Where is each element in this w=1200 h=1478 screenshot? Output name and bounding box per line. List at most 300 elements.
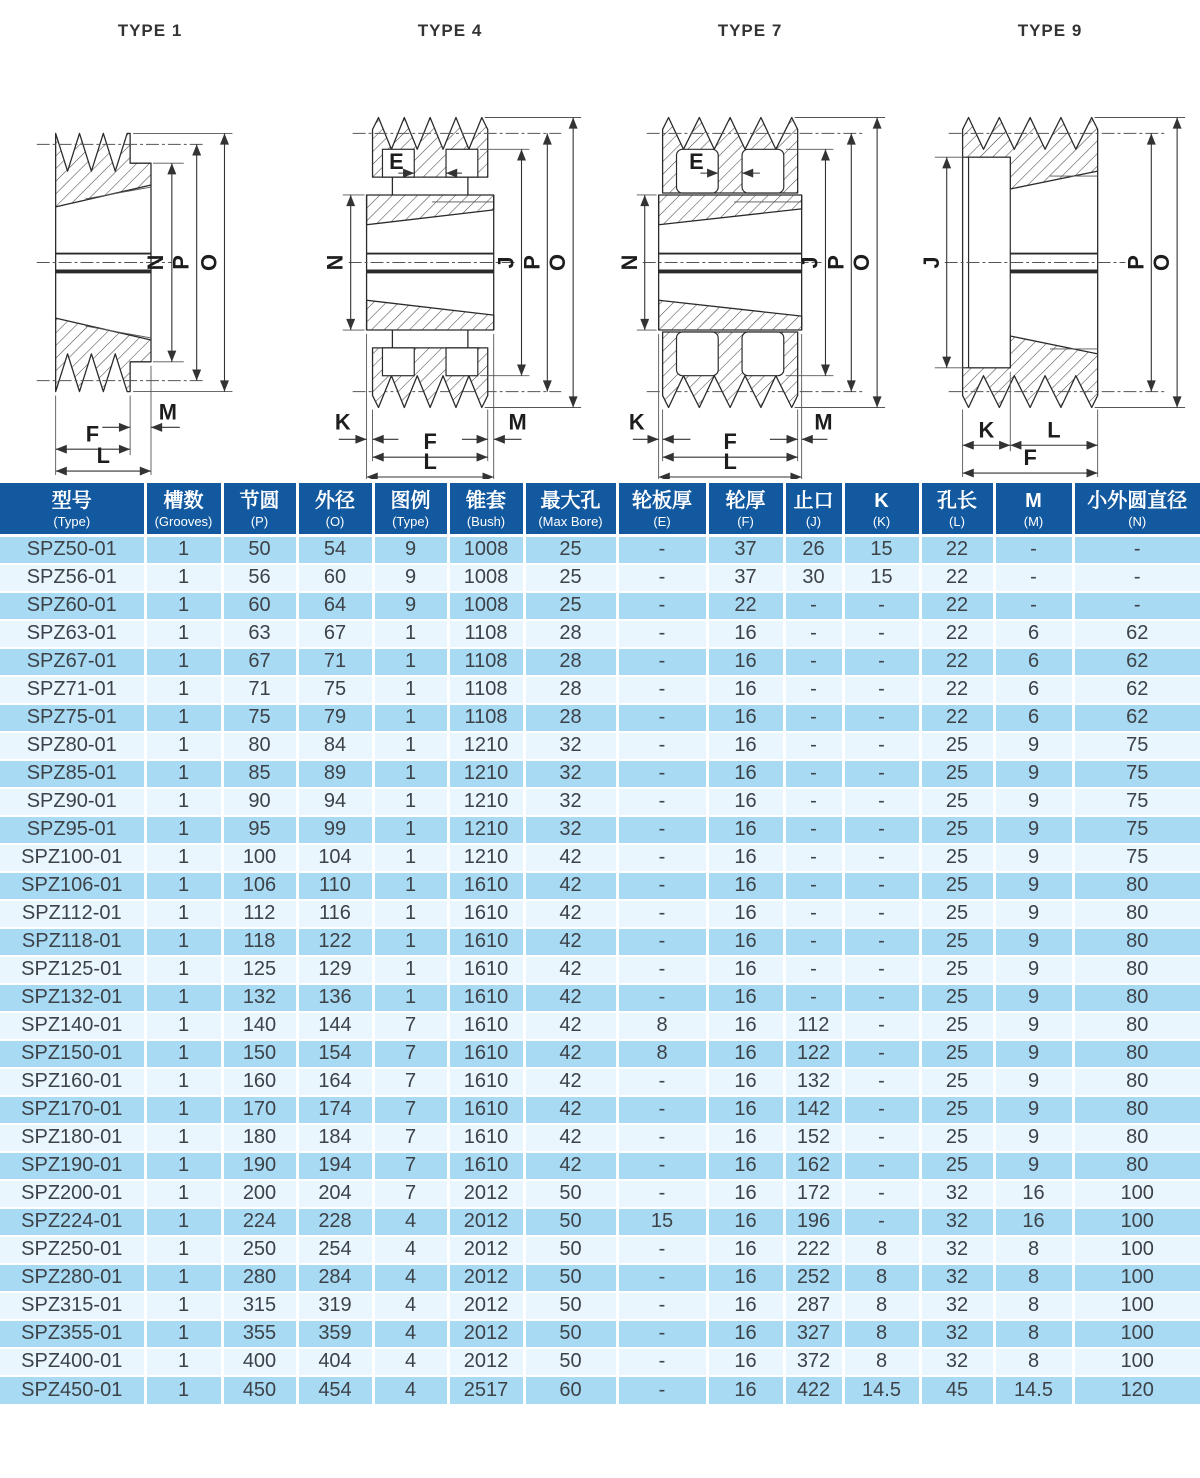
value-cell: 42 xyxy=(524,956,617,984)
value-cell: 2012 xyxy=(448,1320,524,1348)
value-cell: 37 xyxy=(707,536,784,564)
column-header-12: M (M) xyxy=(994,483,1073,536)
value-cell: - xyxy=(1073,536,1200,564)
value-cell: - xyxy=(843,956,920,984)
value-cell: 32 xyxy=(920,1292,994,1320)
table-row-SPZ125-01 xyxy=(0,956,1200,984)
value-cell: 22 xyxy=(920,592,994,620)
value-cell: - xyxy=(784,704,843,732)
value-cell: 16 xyxy=(707,1264,784,1292)
value-cell: 1610 xyxy=(448,1040,524,1068)
value-cell: 80 xyxy=(1073,1040,1200,1068)
value-cell: - xyxy=(617,956,707,984)
value-cell: 16 xyxy=(707,1292,784,1320)
value-cell: 56 xyxy=(222,564,297,592)
dim-label-l: L xyxy=(723,449,737,475)
value-cell: 284 xyxy=(297,1264,373,1292)
value-cell: 1 xyxy=(145,872,222,900)
table-row-SPZ85-01 xyxy=(0,760,1200,788)
value-cell: 16 xyxy=(707,900,784,928)
model-cell: SPZ200-01 xyxy=(0,1180,145,1208)
value-cell: 7 xyxy=(373,1152,448,1180)
value-cell: 116 xyxy=(297,900,373,928)
pulley-drawing-type-1 xyxy=(0,46,300,479)
value-cell: 80 xyxy=(1073,984,1200,1012)
value-cell: 80 xyxy=(1073,928,1200,956)
model-cell: SPZ250-01 xyxy=(0,1236,145,1264)
column-header-8: 轮厚 (F) xyxy=(707,483,784,536)
value-cell: - xyxy=(843,928,920,956)
table-row-SPZ56-01 xyxy=(0,564,1200,592)
value-cell: 22 xyxy=(707,592,784,620)
dim-label-k: K xyxy=(334,409,351,435)
value-cell: 16 xyxy=(707,1040,784,1068)
value-cell: 63 xyxy=(222,620,297,648)
value-cell: 50 xyxy=(524,1208,617,1236)
value-cell: 99 xyxy=(297,816,373,844)
value-cell: 125 xyxy=(222,956,297,984)
table-row-SPZ95-01 xyxy=(0,816,1200,844)
value-cell: 95 xyxy=(222,816,297,844)
value-cell: 15 xyxy=(617,1208,707,1236)
value-cell: 8 xyxy=(843,1236,920,1264)
value-cell: 8 xyxy=(843,1264,920,1292)
value-cell: 100 xyxy=(1073,1348,1200,1376)
value-cell: - xyxy=(784,760,843,788)
value-cell: 1 xyxy=(373,760,448,788)
table-row-SPZ140-01 xyxy=(0,1012,1200,1040)
value-cell: 1 xyxy=(373,928,448,956)
dim-label-f: F xyxy=(1023,445,1037,471)
value-cell: 9 xyxy=(373,564,448,592)
model-cell: SPZ80-01 xyxy=(0,732,145,760)
value-cell: 16 xyxy=(707,648,784,676)
model-cell: SPZ75-01 xyxy=(0,704,145,732)
column-header-13: 小外圆直径 (N) xyxy=(1073,483,1200,536)
value-cell: 404 xyxy=(297,1348,373,1376)
value-cell: 422 xyxy=(784,1376,843,1404)
value-cell: 1108 xyxy=(448,676,524,704)
value-cell: 80 xyxy=(1073,900,1200,928)
value-cell: 1610 xyxy=(448,1124,524,1152)
value-cell: 42 xyxy=(524,1152,617,1180)
value-cell: 50 xyxy=(524,1348,617,1376)
value-cell: - xyxy=(843,816,920,844)
value-cell: 1210 xyxy=(448,760,524,788)
value-cell: 42 xyxy=(524,872,617,900)
value-cell: - xyxy=(784,900,843,928)
dim-label-o: O xyxy=(849,254,875,271)
value-cell: 2012 xyxy=(448,1292,524,1320)
value-cell: 42 xyxy=(524,900,617,928)
value-cell: - xyxy=(784,676,843,704)
column-header-4: 图例 (Type) xyxy=(373,483,448,536)
value-cell: 100 xyxy=(1073,1180,1200,1208)
value-cell: 1 xyxy=(145,676,222,704)
value-cell: 1 xyxy=(145,984,222,1012)
value-cell: 4 xyxy=(373,1348,448,1376)
value-cell: - xyxy=(617,816,707,844)
value-cell: - xyxy=(617,564,707,592)
value-cell: 64 xyxy=(297,592,373,620)
value-cell: 30 xyxy=(784,564,843,592)
value-cell: - xyxy=(843,620,920,648)
value-cell: 1 xyxy=(145,564,222,592)
value-cell: 16 xyxy=(707,676,784,704)
value-cell: 1610 xyxy=(448,1012,524,1040)
value-cell: 1 xyxy=(145,1012,222,1040)
table-row-SPZ224-01 xyxy=(0,1208,1200,1236)
model-cell: SPZ224-01 xyxy=(0,1208,145,1236)
value-cell: 28 xyxy=(524,620,617,648)
value-cell: 122 xyxy=(784,1040,843,1068)
model-cell: SPZ112-01 xyxy=(0,900,145,928)
value-cell: 22 xyxy=(920,704,994,732)
value-cell: 2012 xyxy=(448,1348,524,1376)
value-cell: 16 xyxy=(707,1208,784,1236)
value-cell: 75 xyxy=(297,676,373,704)
dim-label-j: J xyxy=(493,256,519,269)
value-cell: 50 xyxy=(524,1264,617,1292)
value-cell: 71 xyxy=(297,648,373,676)
model-cell: SPZ150-01 xyxy=(0,1040,145,1068)
value-cell: 7 xyxy=(373,1068,448,1096)
model-cell: SPZ190-01 xyxy=(0,1152,145,1180)
model-cell: SPZ67-01 xyxy=(0,648,145,676)
value-cell: - xyxy=(843,592,920,620)
value-cell: 100 xyxy=(1073,1264,1200,1292)
dim-label-p: P xyxy=(168,255,194,270)
value-cell: 254 xyxy=(297,1236,373,1264)
value-cell: 9 xyxy=(373,592,448,620)
value-cell: 1 xyxy=(373,900,448,928)
value-cell: 25 xyxy=(920,1012,994,1040)
value-cell: 16 xyxy=(707,1096,784,1124)
value-cell: 32 xyxy=(920,1180,994,1208)
value-cell: 144 xyxy=(297,1012,373,1040)
value-cell: - xyxy=(617,928,707,956)
column-header-1: 槽数 (Grooves) xyxy=(145,483,222,536)
value-cell: 62 xyxy=(1073,676,1200,704)
value-cell: 100 xyxy=(1073,1236,1200,1264)
value-cell: 2012 xyxy=(448,1180,524,1208)
value-cell: 172 xyxy=(784,1180,843,1208)
value-cell: 80 xyxy=(1073,956,1200,984)
value-cell: 25 xyxy=(920,900,994,928)
value-cell: - xyxy=(784,872,843,900)
value-cell: 16 xyxy=(707,620,784,648)
value-cell: 90 xyxy=(222,788,297,816)
table-row-SPZ60-01 xyxy=(0,592,1200,620)
value-cell: 14.5 xyxy=(994,1376,1073,1404)
value-cell: 15 xyxy=(843,564,920,592)
value-cell: 7 xyxy=(373,1012,448,1040)
value-cell: 142 xyxy=(784,1096,843,1124)
value-cell: - xyxy=(843,1208,920,1236)
value-cell: 1610 xyxy=(448,928,524,956)
value-cell: 16 xyxy=(707,872,784,900)
value-cell: 54 xyxy=(297,536,373,564)
value-cell: 25 xyxy=(920,928,994,956)
value-cell: - xyxy=(617,872,707,900)
table-row-SPZ71-01 xyxy=(0,676,1200,704)
value-cell: 7 xyxy=(373,1040,448,1068)
value-cell: 8 xyxy=(843,1292,920,1320)
value-cell: - xyxy=(843,1096,920,1124)
column-header-9: 止口 (J) xyxy=(784,483,843,536)
value-cell: 280 xyxy=(222,1264,297,1292)
value-cell: 1210 xyxy=(448,844,524,872)
value-cell: 16 xyxy=(707,844,784,872)
value-cell: - xyxy=(784,788,843,816)
value-cell: - xyxy=(617,676,707,704)
value-cell: 1 xyxy=(373,984,448,1012)
value-cell: 6 xyxy=(994,620,1073,648)
diagram-strip xyxy=(0,0,1200,483)
value-cell: 22 xyxy=(920,564,994,592)
dim-label-m: M xyxy=(508,409,527,435)
value-cell: - xyxy=(617,900,707,928)
dim-label-m: M xyxy=(158,399,177,425)
table-row-SPZ180-01 xyxy=(0,1124,1200,1152)
table-row-SPZ63-01 xyxy=(0,620,1200,648)
value-cell: 16 xyxy=(707,956,784,984)
value-cell: 1 xyxy=(145,592,222,620)
value-cell: 250 xyxy=(222,1236,297,1264)
column-header-10: K (K) xyxy=(843,483,920,536)
dim-label-l: L xyxy=(96,443,110,469)
value-cell: 4 xyxy=(373,1264,448,1292)
diagram-type-9 xyxy=(900,16,1200,483)
value-cell: 85 xyxy=(222,760,297,788)
model-cell: SPZ63-01 xyxy=(0,620,145,648)
value-cell: 32 xyxy=(920,1208,994,1236)
value-cell: 75 xyxy=(222,704,297,732)
value-cell: - xyxy=(843,788,920,816)
table-row-SPZ50-01 xyxy=(0,536,1200,564)
value-cell: 42 xyxy=(524,1068,617,1096)
value-cell: - xyxy=(784,732,843,760)
value-cell: 1 xyxy=(145,1264,222,1292)
dim-label-k: K xyxy=(978,417,995,443)
value-cell: 9 xyxy=(994,1124,1073,1152)
value-cell: 1610 xyxy=(448,1096,524,1124)
value-cell: 7 xyxy=(373,1124,448,1152)
value-cell: 16 xyxy=(994,1208,1073,1236)
value-cell: 4 xyxy=(373,1376,448,1404)
value-cell: 25 xyxy=(524,536,617,564)
pulley-drawing-type-4 xyxy=(300,46,600,479)
value-cell: 42 xyxy=(524,844,617,872)
value-cell: 154 xyxy=(297,1040,373,1068)
value-cell: 1 xyxy=(373,844,448,872)
table-row-SPZ250-01 xyxy=(0,1236,1200,1264)
value-cell: 150 xyxy=(222,1040,297,1068)
value-cell: - xyxy=(843,1152,920,1180)
value-cell: 106 xyxy=(222,872,297,900)
value-cell: 32 xyxy=(524,816,617,844)
table-row-SPZ100-01 xyxy=(0,844,1200,872)
value-cell: 22 xyxy=(920,648,994,676)
value-cell: 1 xyxy=(145,844,222,872)
model-cell: SPZ132-01 xyxy=(0,984,145,1012)
value-cell: 287 xyxy=(784,1292,843,1320)
value-cell: 16 xyxy=(707,1348,784,1376)
value-cell: 25 xyxy=(920,1068,994,1096)
model-cell: SPZ90-01 xyxy=(0,788,145,816)
value-cell: 1108 xyxy=(448,620,524,648)
value-cell: 180 xyxy=(222,1124,297,1152)
value-cell: 1 xyxy=(145,1124,222,1152)
table-row-SPZ355-01 xyxy=(0,1320,1200,1348)
spec-table xyxy=(0,483,1200,1404)
value-cell: 25 xyxy=(920,788,994,816)
value-cell: 80 xyxy=(1073,1124,1200,1152)
value-cell: 2012 xyxy=(448,1236,524,1264)
value-cell: 1210 xyxy=(448,732,524,760)
value-cell: 16 xyxy=(707,1320,784,1348)
value-cell: - xyxy=(617,1236,707,1264)
value-cell: - xyxy=(617,1348,707,1376)
dim-label-j: J xyxy=(797,256,823,269)
value-cell: 1 xyxy=(373,648,448,676)
value-cell: 1 xyxy=(145,956,222,984)
value-cell: - xyxy=(843,732,920,760)
column-header-0: 型号 (Type) xyxy=(0,483,145,536)
value-cell: - xyxy=(784,956,843,984)
value-cell: - xyxy=(784,620,843,648)
value-cell: - xyxy=(617,536,707,564)
dim-label-p: P xyxy=(823,255,849,270)
value-cell: - xyxy=(617,1264,707,1292)
value-cell: 16 xyxy=(707,760,784,788)
value-cell: 132 xyxy=(222,984,297,1012)
value-cell: 22 xyxy=(920,676,994,704)
dim-label-m: M xyxy=(814,409,833,435)
column-header-2: 节圆 (P) xyxy=(222,483,297,536)
value-cell: 1 xyxy=(145,536,222,564)
value-cell: 9 xyxy=(994,956,1073,984)
value-cell: 327 xyxy=(784,1320,843,1348)
value-cell: 16 xyxy=(707,1180,784,1208)
value-cell: 9 xyxy=(994,1096,1073,1124)
dim-label-p: P xyxy=(1123,255,1149,270)
value-cell: 194 xyxy=(297,1152,373,1180)
diagram-title: TYPE 4 xyxy=(417,21,483,40)
value-cell: 9 xyxy=(994,928,1073,956)
value-cell: 8 xyxy=(617,1012,707,1040)
table-row-SPZ132-01 xyxy=(0,984,1200,1012)
value-cell: 100 xyxy=(1073,1292,1200,1320)
value-cell: 7 xyxy=(373,1180,448,1208)
value-cell: 71 xyxy=(222,676,297,704)
value-cell: 152 xyxy=(784,1124,843,1152)
value-cell: 2012 xyxy=(448,1264,524,1292)
value-cell: - xyxy=(1073,592,1200,620)
value-cell: 2517 xyxy=(448,1376,524,1404)
value-cell: 25 xyxy=(920,1096,994,1124)
value-cell: 1008 xyxy=(448,564,524,592)
table-header xyxy=(0,483,1200,536)
value-cell: - xyxy=(843,900,920,928)
table-row-SPZ75-01 xyxy=(0,704,1200,732)
value-cell: 80 xyxy=(1073,1012,1200,1040)
value-cell: 25 xyxy=(920,760,994,788)
value-cell: - xyxy=(617,620,707,648)
value-cell: - xyxy=(617,760,707,788)
value-cell: 9 xyxy=(994,844,1073,872)
value-cell: 4 xyxy=(373,1292,448,1320)
dim-label-n: N xyxy=(322,254,348,271)
value-cell: - xyxy=(843,1180,920,1208)
value-cell: 84 xyxy=(297,732,373,760)
value-cell: 16 xyxy=(707,928,784,956)
value-cell: 16 xyxy=(707,984,784,1012)
value-cell: 1 xyxy=(145,1320,222,1348)
table-row-SPZ106-01 xyxy=(0,872,1200,900)
value-cell: 319 xyxy=(297,1292,373,1320)
value-cell: - xyxy=(843,984,920,1012)
value-cell: 45 xyxy=(920,1376,994,1404)
value-cell: 8 xyxy=(617,1040,707,1068)
value-cell: - xyxy=(994,536,1073,564)
value-cell: 100 xyxy=(222,844,297,872)
value-cell: 1 xyxy=(145,1096,222,1124)
value-cell: 8 xyxy=(994,1348,1073,1376)
dim-label-f: F xyxy=(85,421,100,447)
value-cell: 80 xyxy=(1073,1096,1200,1124)
value-cell: 7 xyxy=(373,1096,448,1124)
value-cell: 224 xyxy=(222,1208,297,1236)
value-cell: - xyxy=(617,1320,707,1348)
value-cell: 1 xyxy=(145,732,222,760)
table-row-SPZ67-01 xyxy=(0,648,1200,676)
model-cell: SPZ95-01 xyxy=(0,816,145,844)
table-row-SPZ118-01 xyxy=(0,928,1200,956)
value-cell: - xyxy=(994,564,1073,592)
value-cell: 196 xyxy=(784,1208,843,1236)
model-cell: SPZ280-01 xyxy=(0,1264,145,1292)
value-cell: 9 xyxy=(994,1012,1073,1040)
value-cell: 1 xyxy=(145,816,222,844)
value-cell: 170 xyxy=(222,1096,297,1124)
table-row-SPZ90-01 xyxy=(0,788,1200,816)
model-cell: SPZ355-01 xyxy=(0,1320,145,1348)
value-cell: 1 xyxy=(145,704,222,732)
dim-label-n: N xyxy=(142,254,168,271)
value-cell: 1 xyxy=(145,760,222,788)
dim-label-k: K xyxy=(628,409,645,435)
table-row-SPZ280-01 xyxy=(0,1264,1200,1292)
value-cell: 1008 xyxy=(448,536,524,564)
value-cell: - xyxy=(784,648,843,676)
value-cell: 25 xyxy=(920,956,994,984)
value-cell: - xyxy=(617,788,707,816)
model-cell: SPZ118-01 xyxy=(0,928,145,956)
value-cell: 9 xyxy=(994,1152,1073,1180)
value-cell: - xyxy=(784,592,843,620)
value-cell: 32 xyxy=(920,1320,994,1348)
value-cell: 450 xyxy=(222,1376,297,1404)
value-cell: 1108 xyxy=(448,704,524,732)
value-cell: 62 xyxy=(1073,648,1200,676)
value-cell: 67 xyxy=(297,620,373,648)
model-cell: SPZ160-01 xyxy=(0,1068,145,1096)
dim-label-e: E xyxy=(689,149,704,175)
diagram-type-4 xyxy=(300,16,600,483)
value-cell: - xyxy=(617,1124,707,1152)
value-cell: 28 xyxy=(524,648,617,676)
